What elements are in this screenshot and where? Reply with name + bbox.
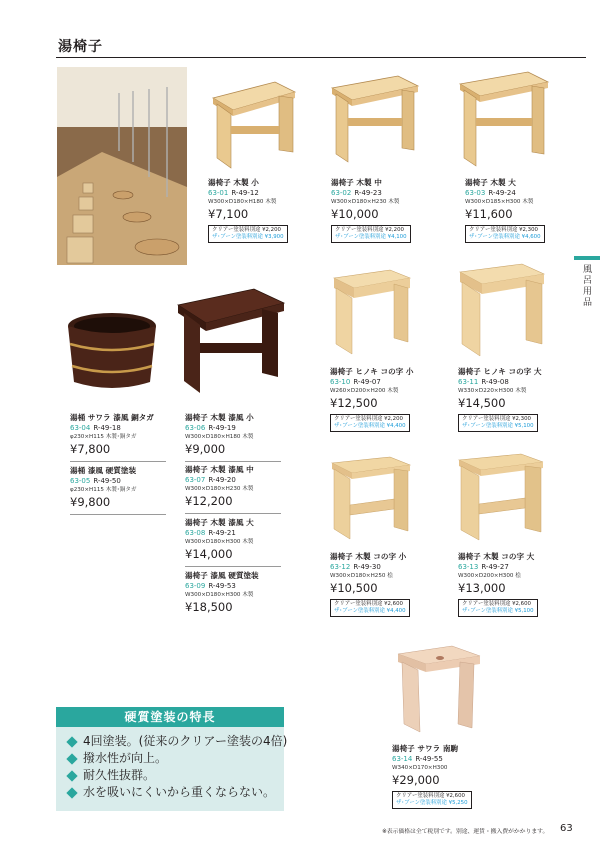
- clear-coat-option: クリアー塗装料別途 ¥2,300: [462, 416, 531, 422]
- product-63-04: [70, 413, 166, 462]
- stool-image-63-14: [392, 644, 484, 736]
- product-spec: φ230×H115 木製･銅タガ: [70, 434, 137, 440]
- product-spec: W330×D220×H300 木製: [458, 388, 527, 394]
- coating-options: [392, 791, 472, 809]
- product-63-07: [185, 465, 281, 514]
- product-spec: W300×D180×H250 桧: [330, 573, 393, 579]
- clear-coat-option: クリアー塗装料別途 ¥2,200: [334, 416, 403, 422]
- stool-image-63-10: [330, 268, 412, 358]
- product-price: ¥29,000: [392, 773, 440, 787]
- product-63-03: [465, 178, 545, 243]
- product-model: R-49-23: [354, 189, 382, 197]
- product-price: ¥10,500: [330, 581, 378, 595]
- product-price: ¥14,500: [458, 396, 506, 410]
- product-price: ¥12,500: [330, 396, 378, 410]
- product-model: R-49-53: [208, 582, 236, 590]
- product-63-12: [330, 552, 410, 617]
- product-63-01: [208, 178, 288, 243]
- coating-options: [465, 225, 545, 243]
- page-number: 63: [560, 823, 573, 834]
- clear-coat-option: クリアー塗装料別途 ¥2,600: [396, 793, 465, 799]
- product-name: 湯椅子 漆風 硬質塗装: [185, 571, 259, 580]
- clear-coat-option: クリアー塗装料別途 ¥2,300: [469, 227, 538, 233]
- product-spec: W300×D180×H230 木製: [185, 486, 254, 492]
- product-name: 湯椅子 木製 漆風 大: [185, 518, 254, 527]
- divider: [185, 566, 281, 567]
- diamond-bullet-icon: [66, 736, 77, 747]
- product-code: 63-10: [330, 378, 351, 386]
- product-63-05: [70, 466, 166, 515]
- bucket-image: [64, 310, 160, 394]
- coating-options: [330, 599, 410, 617]
- product-spec: φ230×H115 木製･銅タガ: [70, 487, 137, 493]
- divider: [70, 461, 166, 462]
- product-model: R-49-20: [208, 476, 236, 484]
- stool-image-63-01: [205, 76, 297, 172]
- product-price: ¥11,600: [465, 207, 513, 221]
- side-tab-marker: [574, 256, 600, 260]
- product-63-08: [185, 518, 281, 567]
- product-code: 63-14: [392, 755, 413, 763]
- product-spec: W300×D185×H300 木製: [465, 199, 534, 205]
- product-code: 63-07: [185, 476, 206, 484]
- feature-item: 撥水性が向上。: [68, 750, 284, 767]
- the-boon-coat-option: ザ･ブーン塗装料別途 ¥5,250: [396, 800, 468, 806]
- product-model: R-49-55: [415, 755, 443, 763]
- product-name: 湯椅子 木製 コの字 大: [458, 552, 535, 561]
- product-name: 湯椅子 木製 小: [208, 178, 259, 187]
- diamond-bullet-icon: [66, 753, 77, 764]
- product-price: ¥14,000: [185, 547, 233, 561]
- diamond-bullet-icon: [66, 770, 77, 781]
- product-model: R-49-12: [231, 189, 259, 197]
- the-boon-coat-option: ザ･ブーン塗装料別途 ¥4,600: [469, 234, 541, 240]
- the-boon-coat-option: ザ･ブーン塗装料別途 ¥5,100: [462, 423, 534, 429]
- clear-coat-option: クリアー塗装料別途 ¥2,200: [212, 227, 281, 233]
- product-model: R-49-19: [208, 424, 236, 432]
- the-boon-coat-option: ザ･ブーン塗装料別途 ¥4,400: [334, 608, 406, 614]
- features-list: [56, 727, 288, 801]
- product-63-10: [330, 367, 414, 432]
- the-boon-coat-option: ザ･ブーン塗装料別途 ¥3,900: [212, 234, 284, 240]
- coating-options: [330, 414, 410, 432]
- coating-options: [458, 599, 538, 617]
- product-name: 湯椅子 ヒノキ コの字 大: [458, 367, 542, 376]
- product-name: 湯椅子 ヒノキ コの字 小: [330, 367, 414, 376]
- product-code: 63-02: [331, 189, 352, 197]
- bathhouse-photo: [57, 67, 187, 265]
- product-price: ¥13,000: [458, 581, 506, 595]
- product-price: ¥18,500: [185, 600, 233, 614]
- clear-coat-option: クリアー塗装料別途 ¥2,600: [334, 601, 403, 607]
- product-code: 63-09: [185, 582, 206, 590]
- product-63-09: [185, 571, 259, 615]
- product-price: ¥12,200: [185, 494, 233, 508]
- stool-image-63-03: [458, 70, 550, 170]
- product-spec: W300×D180×H180 木製: [185, 434, 254, 440]
- clear-coat-option: クリアー塗装料別途 ¥2,600: [462, 601, 531, 607]
- product-model: R-49-07: [353, 378, 381, 386]
- product-spec: W300×D180×H300 木製: [185, 539, 254, 545]
- product-spec: W300×D180×H180 木製: [208, 199, 277, 205]
- coating-options: [458, 414, 538, 432]
- product-spec: W300×D180×H230 木製: [331, 199, 400, 205]
- product-price: ¥7,100: [208, 207, 249, 221]
- product-model: R-49-50: [93, 477, 121, 485]
- page-title: 湯椅子: [58, 39, 103, 55]
- the-boon-coat-option: ザ･ブーン塗装料別途 ¥4,100: [335, 234, 407, 240]
- clear-coat-option: クリアー塗装料別途 ¥2,200: [335, 227, 404, 233]
- stool-image-63-12: [328, 455, 414, 543]
- stool-image-63-11: [456, 262, 548, 360]
- product-model: R-49-21: [208, 529, 236, 537]
- product-code: 63-11: [458, 378, 479, 386]
- dark-stool-image: [174, 287, 288, 397]
- product-name: 湯椅子 木製 大: [465, 178, 516, 187]
- product-code: 63-03: [465, 189, 486, 197]
- product-code: 63-06: [185, 424, 206, 432]
- product-spec: W300×D180×H300 木製: [185, 592, 254, 598]
- features-heading: 硬質塗装の特長: [56, 707, 284, 727]
- product-63-11: [458, 367, 542, 432]
- coating-options: [331, 225, 411, 243]
- product-code: 63-04: [70, 424, 91, 432]
- product-name: 湯椅子 木製 漆風 中: [185, 465, 254, 474]
- product-63-06: [185, 413, 281, 462]
- diamond-bullet-icon: [66, 787, 77, 798]
- feature-item: 水を吸いにくいから重くならない。: [68, 784, 284, 801]
- product-code: 63-05: [70, 477, 91, 485]
- product-model: R-49-24: [488, 189, 516, 197]
- product-63-14: [392, 744, 472, 809]
- product-spec: W340×D170×H300: [392, 765, 448, 771]
- product-name: 湯椅子 木製 コの字 小: [330, 552, 407, 561]
- feature-item: 耐久性抜群。: [68, 767, 284, 784]
- title-divider: [56, 57, 586, 58]
- product-name: 湯桶 サワラ 漆風 銅タガ: [70, 413, 154, 422]
- stool-image-63-02: [328, 72, 420, 168]
- price-note: ※表示価格は全て税別です。別途、運賃・搬入費がかかります。: [382, 829, 549, 835]
- the-boon-coat-option: ザ･ブーン塗装料別途 ¥5,100: [462, 608, 534, 614]
- divider: [185, 513, 281, 514]
- product-spec: W260×D200×H200 木製: [330, 388, 399, 394]
- product-price: ¥7,800: [70, 442, 111, 456]
- the-boon-coat-option: ザ･ブーン塗装料別途 ¥4,400: [334, 423, 406, 429]
- coating-options: [208, 225, 288, 243]
- product-model: R-49-27: [481, 563, 509, 571]
- product-code: 63-13: [458, 563, 479, 571]
- product-price: ¥10,000: [331, 207, 379, 221]
- product-price: ¥9,800: [70, 495, 111, 509]
- product-name: 湯椅子 サワラ 南駒: [392, 744, 459, 753]
- product-model: R-49-18: [93, 424, 121, 432]
- product-name: 湯椅子 木製 漆風 小: [185, 413, 254, 422]
- product-price: ¥9,000: [185, 442, 226, 456]
- product-model: R-49-30: [353, 563, 381, 571]
- product-model: R-49-08: [481, 378, 509, 386]
- product-63-02: [331, 178, 411, 243]
- feature-item: 4回塗装。(従来のクリアー塗装の4倍): [68, 733, 284, 750]
- side-category-label: 風呂用品: [581, 264, 591, 308]
- product-63-13: [458, 552, 538, 617]
- divider: [185, 461, 281, 462]
- product-code: 63-01: [208, 189, 229, 197]
- hard-coating-features-box: [56, 707, 288, 811]
- divider: [70, 514, 166, 515]
- product-spec: W300×D200×H300 桧: [458, 573, 521, 579]
- product-name: 湯椅子 木製 中: [331, 178, 382, 187]
- product-code: 63-08: [185, 529, 206, 537]
- stool-image-63-13: [455, 452, 547, 544]
- product-code: 63-12: [330, 563, 351, 571]
- product-name: 湯桶 漆風 硬質塗装: [70, 466, 137, 475]
